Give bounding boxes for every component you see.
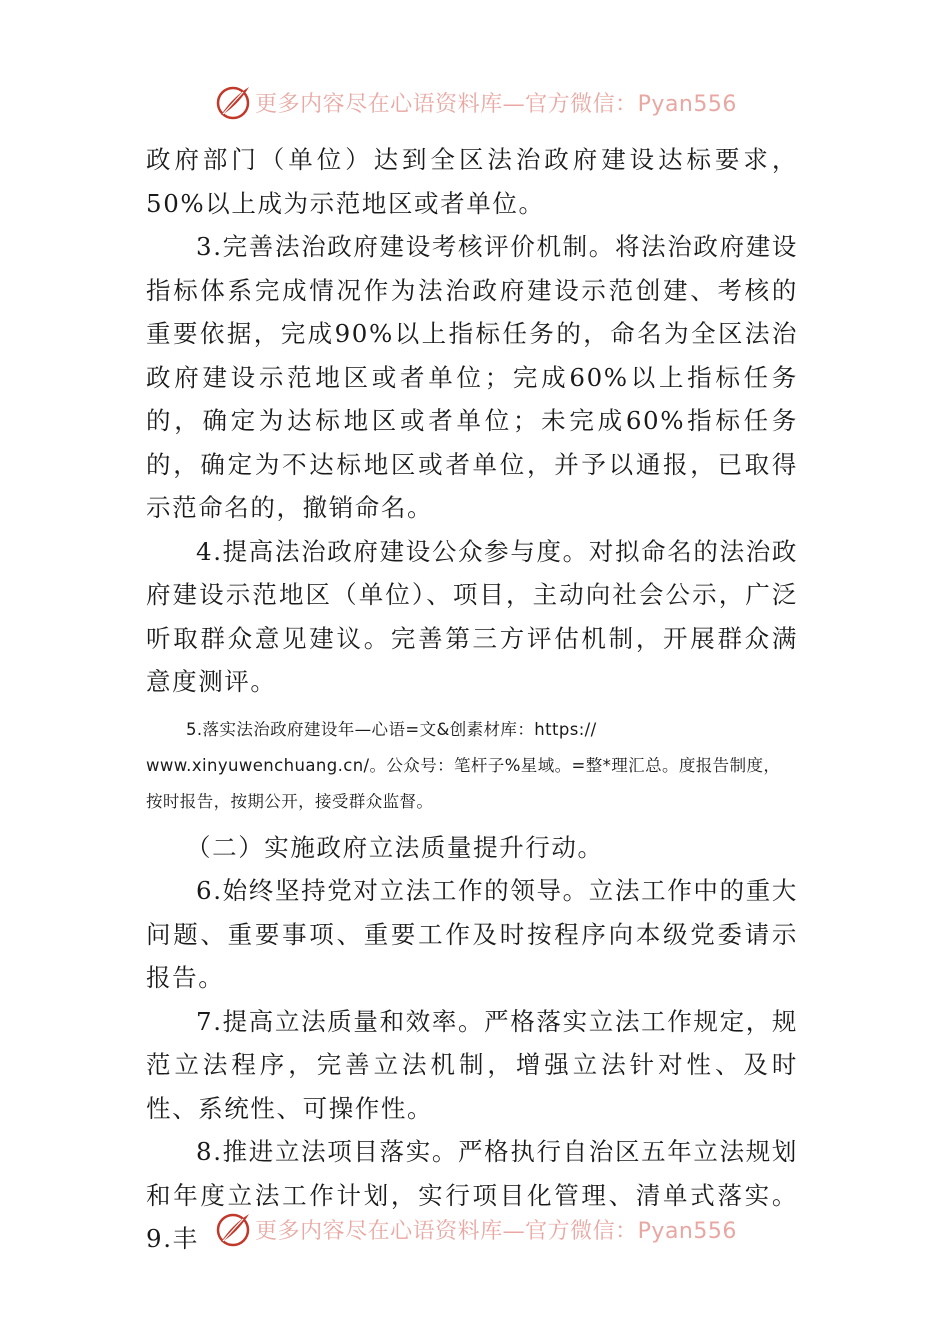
note-line-2: www.xinyuwenchuang.cn/。公众号：笔杆子%星域。=整*理汇总。度报告制度，	[146, 755, 781, 775]
quill-logo-icon	[213, 82, 253, 122]
section-heading: （二）实施政府立法质量提升行动。	[186, 832, 604, 862]
paragraph-continuation: 政府部门（单位）达到全区法治政府建设达标要求，50%以上成为示范地区或者单位。	[146, 145, 798, 218]
paragraph-item-4: 4.提高法治政府建设公众参与度。对拟命名的法治政府建设示范地区（单位）、项目，主动向社会公示，广泛听取群众意见建议。完善第三方评估机制，开展群众满意度测评。	[146, 536, 798, 696]
paragraph-item-8: 8.推进立法项目落实。严格执行自治区五年立法规划和年度立法工作计划，实行项目化管理、清单式落实。9.丰	[146, 1137, 798, 1253]
paragraph-item-6: 6.始终坚持党对立法工作的领导。立法工作中的重大问题、重要事项、重要工作及时按程序向本级党委请示报告。	[146, 876, 798, 992]
quill-logo-icon	[213, 1209, 253, 1249]
note-line-1: 5.落实法治政府建设年—心语=文&创素材库：https://	[186, 719, 597, 739]
note-line-3: 按时报告，按期公开，接受群众监督。	[146, 791, 434, 811]
paragraph-item-7: 7.提高立法质量和效率。严格落实立法工作规定，规范立法程序，完善立法机制，增强立法针对性、及时性、系统性、可操作性。	[146, 1006, 798, 1123]
watermark-text: 更多内容尽在心语资料库—官方微信：Pyan556	[255, 1218, 737, 1244]
inserted-watermark-note	[146, 712, 798, 820]
paragraph-item-3: 3.完善法治政府建设考核评价机制。将法治政府建设指标体系完成情况作为法治政府建设示范创建、考核的重要依据，完成90%以上指标任务的，命名为全区法治政府建设示范地区或者单位；完成60%以上指标任务的，确定为达标地区或者单位；未完成60%指标任务的，确定为不达标地区或者单位，并予以通报，已取得示范命名的，撤销命名。	[146, 232, 798, 522]
document-body	[146, 138, 798, 1261]
watermark-text: 更多内容尽在心语资料库—官方微信：Pyan556	[255, 91, 737, 117]
watermark-banner-bottom	[0, 1207, 950, 1251]
watermark-banner-top	[0, 80, 950, 124]
